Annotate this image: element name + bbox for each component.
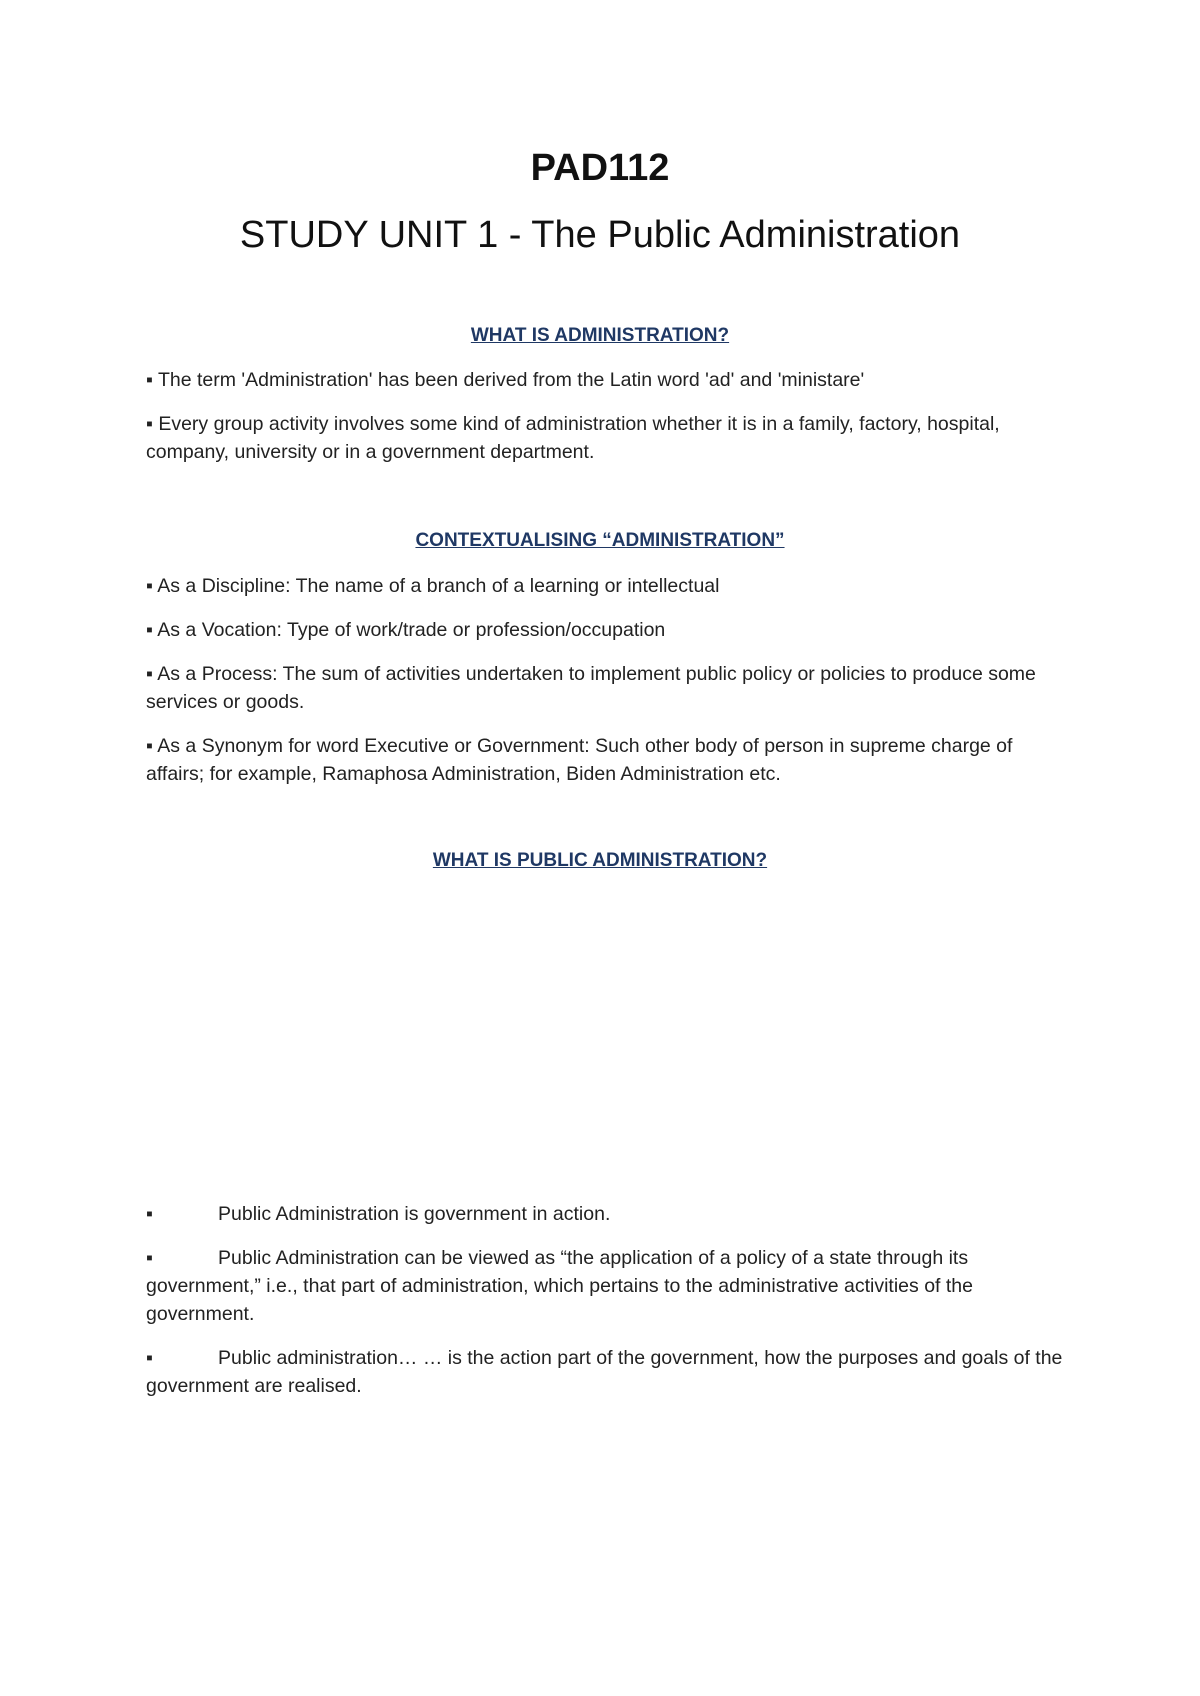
bullet-marker: ▪ — [146, 1203, 153, 1225]
heading-what-is-public-administration: WHAT IS PUBLIC ADMINISTRATION? — [432, 850, 768, 871]
context-point-synonym: ▪ As a Synonym for word Executive or Government: Such other body of person in supreme charge of affairs; for example, Ramaphosa Administration, Biden Administration etc. — [146, 735, 1013, 785]
context-point-discipline: ▪ As a Discipline: The name of a branch of a learning or intellectual — [146, 575, 720, 597]
document-title: STUDY UNIT 1 - The Public Administration — [239, 214, 961, 256]
bullet-marker: ▪ — [146, 1347, 153, 1369]
context-point-vocation: ▪ As a Vocation: Type of work/trade or profession/occupation — [146, 619, 666, 641]
admin-point-2: ▪ Every group activity involves some kind of administration whether it is in a family, factory, hospital, company, university or in a government department. — [146, 413, 1000, 463]
public-admin-point-2-text: Public Administration can be viewed as “the application of a policy of a state through its government,” i.e., that part of administration, which pertains to the administrative activities of the government. — [146, 1247, 973, 1325]
public-admin-point-3 — [146, 1344, 1066, 1400]
public-admin-point-1 — [146, 1200, 1066, 1228]
bullet-marker: ▪ — [146, 1247, 153, 1269]
public-admin-point-3-text: Public administration… … is the action part of the government, how the purposes and goals of the government are realised. — [146, 1347, 1063, 1397]
heading-contextualising: CONTEXTUALISING “ADMINISTRATION” — [415, 530, 785, 551]
public-admin-point-1-text: Public Administration is government in action. — [218, 1203, 611, 1225]
document-code: PAD112 — [530, 147, 670, 189]
public-admin-point-2 — [146, 1244, 1066, 1328]
admin-point-1: ▪ The term 'Administration' has been derived from the Latin word 'ad' and 'ministare' — [146, 369, 865, 391]
context-point-process: ▪ As a Process: The sum of activities undertaken to implement public policy or policies to produce some services or goods. — [146, 663, 1036, 713]
heading-what-is-administration: WHAT IS ADMINISTRATION? — [470, 325, 730, 346]
